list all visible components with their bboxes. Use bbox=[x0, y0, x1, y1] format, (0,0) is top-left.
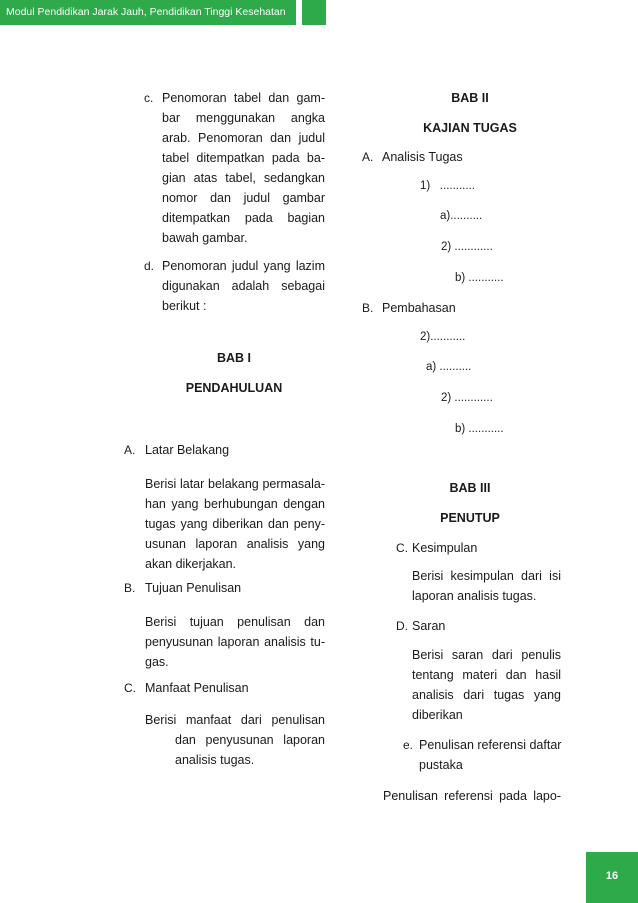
list-item-line: tabel ditempatkan pada ba- bbox=[162, 151, 325, 165]
paragraph-line: penyusunan laporan analisis tu- bbox=[145, 635, 325, 649]
outline-item: a).......... bbox=[440, 210, 483, 222]
section-heading: Pembahasan bbox=[382, 301, 456, 315]
outline-item: 2) ............ bbox=[441, 241, 493, 253]
paragraph-line: Berisi kesimpulan dari isi bbox=[412, 569, 561, 583]
list-item-line: arab. Penomoran dan judul bbox=[162, 131, 325, 145]
page-number: 16 bbox=[586, 852, 638, 903]
outline-item: 2) ............ bbox=[441, 392, 493, 404]
section-marker: B. bbox=[362, 301, 374, 315]
chapter-title: BAB III bbox=[449, 481, 491, 495]
paragraph-line: gas. bbox=[145, 655, 169, 669]
list-item-line: bawah gambar. bbox=[162, 231, 248, 245]
paragraph-line: analisis tugas. bbox=[175, 753, 255, 767]
paragraph-line: tugas yang diberikan dan peny- bbox=[145, 517, 325, 531]
section-marker: C. bbox=[124, 681, 136, 695]
list-item-line: nomor dan judul gambar bbox=[162, 191, 325, 205]
outline-item: 1) ........... bbox=[420, 180, 475, 192]
paragraph-line: Berisi manfaat dari penulisan bbox=[145, 713, 325, 727]
list-item-line: berikut : bbox=[162, 299, 207, 313]
outline-item: 2)........... bbox=[420, 331, 466, 343]
paragraph-line: akan dikerjakan. bbox=[145, 557, 237, 571]
section-marker: C. bbox=[396, 541, 408, 555]
section-marker: B. bbox=[124, 581, 136, 595]
list-marker: e. bbox=[403, 738, 414, 752]
paragraph-line: analisis dari tugas yang bbox=[412, 688, 561, 702]
paragraph-line: diberikan bbox=[412, 708, 463, 722]
section-marker: D. bbox=[396, 619, 408, 633]
list-item-line: Penulisan referensi daftar bbox=[419, 738, 562, 752]
list-item-line: digunakan adalah sebagai bbox=[162, 279, 325, 293]
section-heading: Tujuan Penulisan bbox=[145, 581, 242, 595]
chapter-subtitle: PENUTUP bbox=[440, 511, 500, 525]
list-marker: c. bbox=[144, 91, 154, 105]
outline-item: b) ........... bbox=[455, 423, 504, 435]
paragraph-line: Berisi latar belakang permasala- bbox=[145, 477, 325, 491]
chapter-subtitle: PENDAHULUAN bbox=[185, 381, 283, 395]
section-marker: A. bbox=[362, 150, 374, 164]
section-heading: Saran bbox=[412, 619, 446, 633]
list-item-line: Penomoran judul yang lazim bbox=[162, 259, 325, 273]
paragraph-line: dan penyusunan laporan bbox=[175, 733, 325, 747]
paragraph-line: Berisi tujuan penulisan dan bbox=[145, 615, 325, 629]
section-heading: Analisis Tugas bbox=[382, 150, 463, 164]
outline-item: b) ........... bbox=[455, 272, 504, 284]
paragraph-line: Berisi saran dari penulis bbox=[412, 648, 561, 662]
paragraph-line: laporan analisis tugas. bbox=[412, 589, 537, 603]
paragraph-line: tentang materi dan hasil bbox=[412, 668, 561, 682]
list-marker: d. bbox=[144, 259, 155, 273]
list-item-line: bar menggunakan angka bbox=[162, 111, 325, 125]
section-heading: Latar Belakang bbox=[145, 443, 230, 457]
chapter-title: BAB I bbox=[216, 351, 252, 365]
chapter-subtitle: KAJIAN TUGAS bbox=[423, 121, 517, 135]
list-item-line: pustaka bbox=[419, 758, 463, 772]
outline-item: a) .......... bbox=[426, 361, 472, 373]
section-marker: A. bbox=[124, 443, 136, 457]
paragraph-line: Penulisan referensi pada lapo- bbox=[383, 789, 561, 803]
list-item-line: gian atas tabel, sedangkan bbox=[162, 171, 325, 185]
paragraph-line: han yang berhubungan dengan bbox=[145, 497, 325, 511]
list-item-line: ditempatkan pada bagian bbox=[162, 211, 325, 225]
section-heading: Kesimpulan bbox=[412, 541, 478, 555]
header-title: Modul Pendidikan Jarak Jauh, Pendidikan Tinggi Kesehatan bbox=[0, 0, 296, 25]
chapter-title: BAB II bbox=[451, 91, 489, 105]
header-accent-block bbox=[302, 0, 326, 25]
list-item-line: Penomoran tabel dan gam- bbox=[162, 91, 325, 105]
paragraph-line: usunan laporan analisis yang bbox=[145, 537, 325, 551]
section-heading: Manfaat Penulisan bbox=[145, 681, 249, 695]
